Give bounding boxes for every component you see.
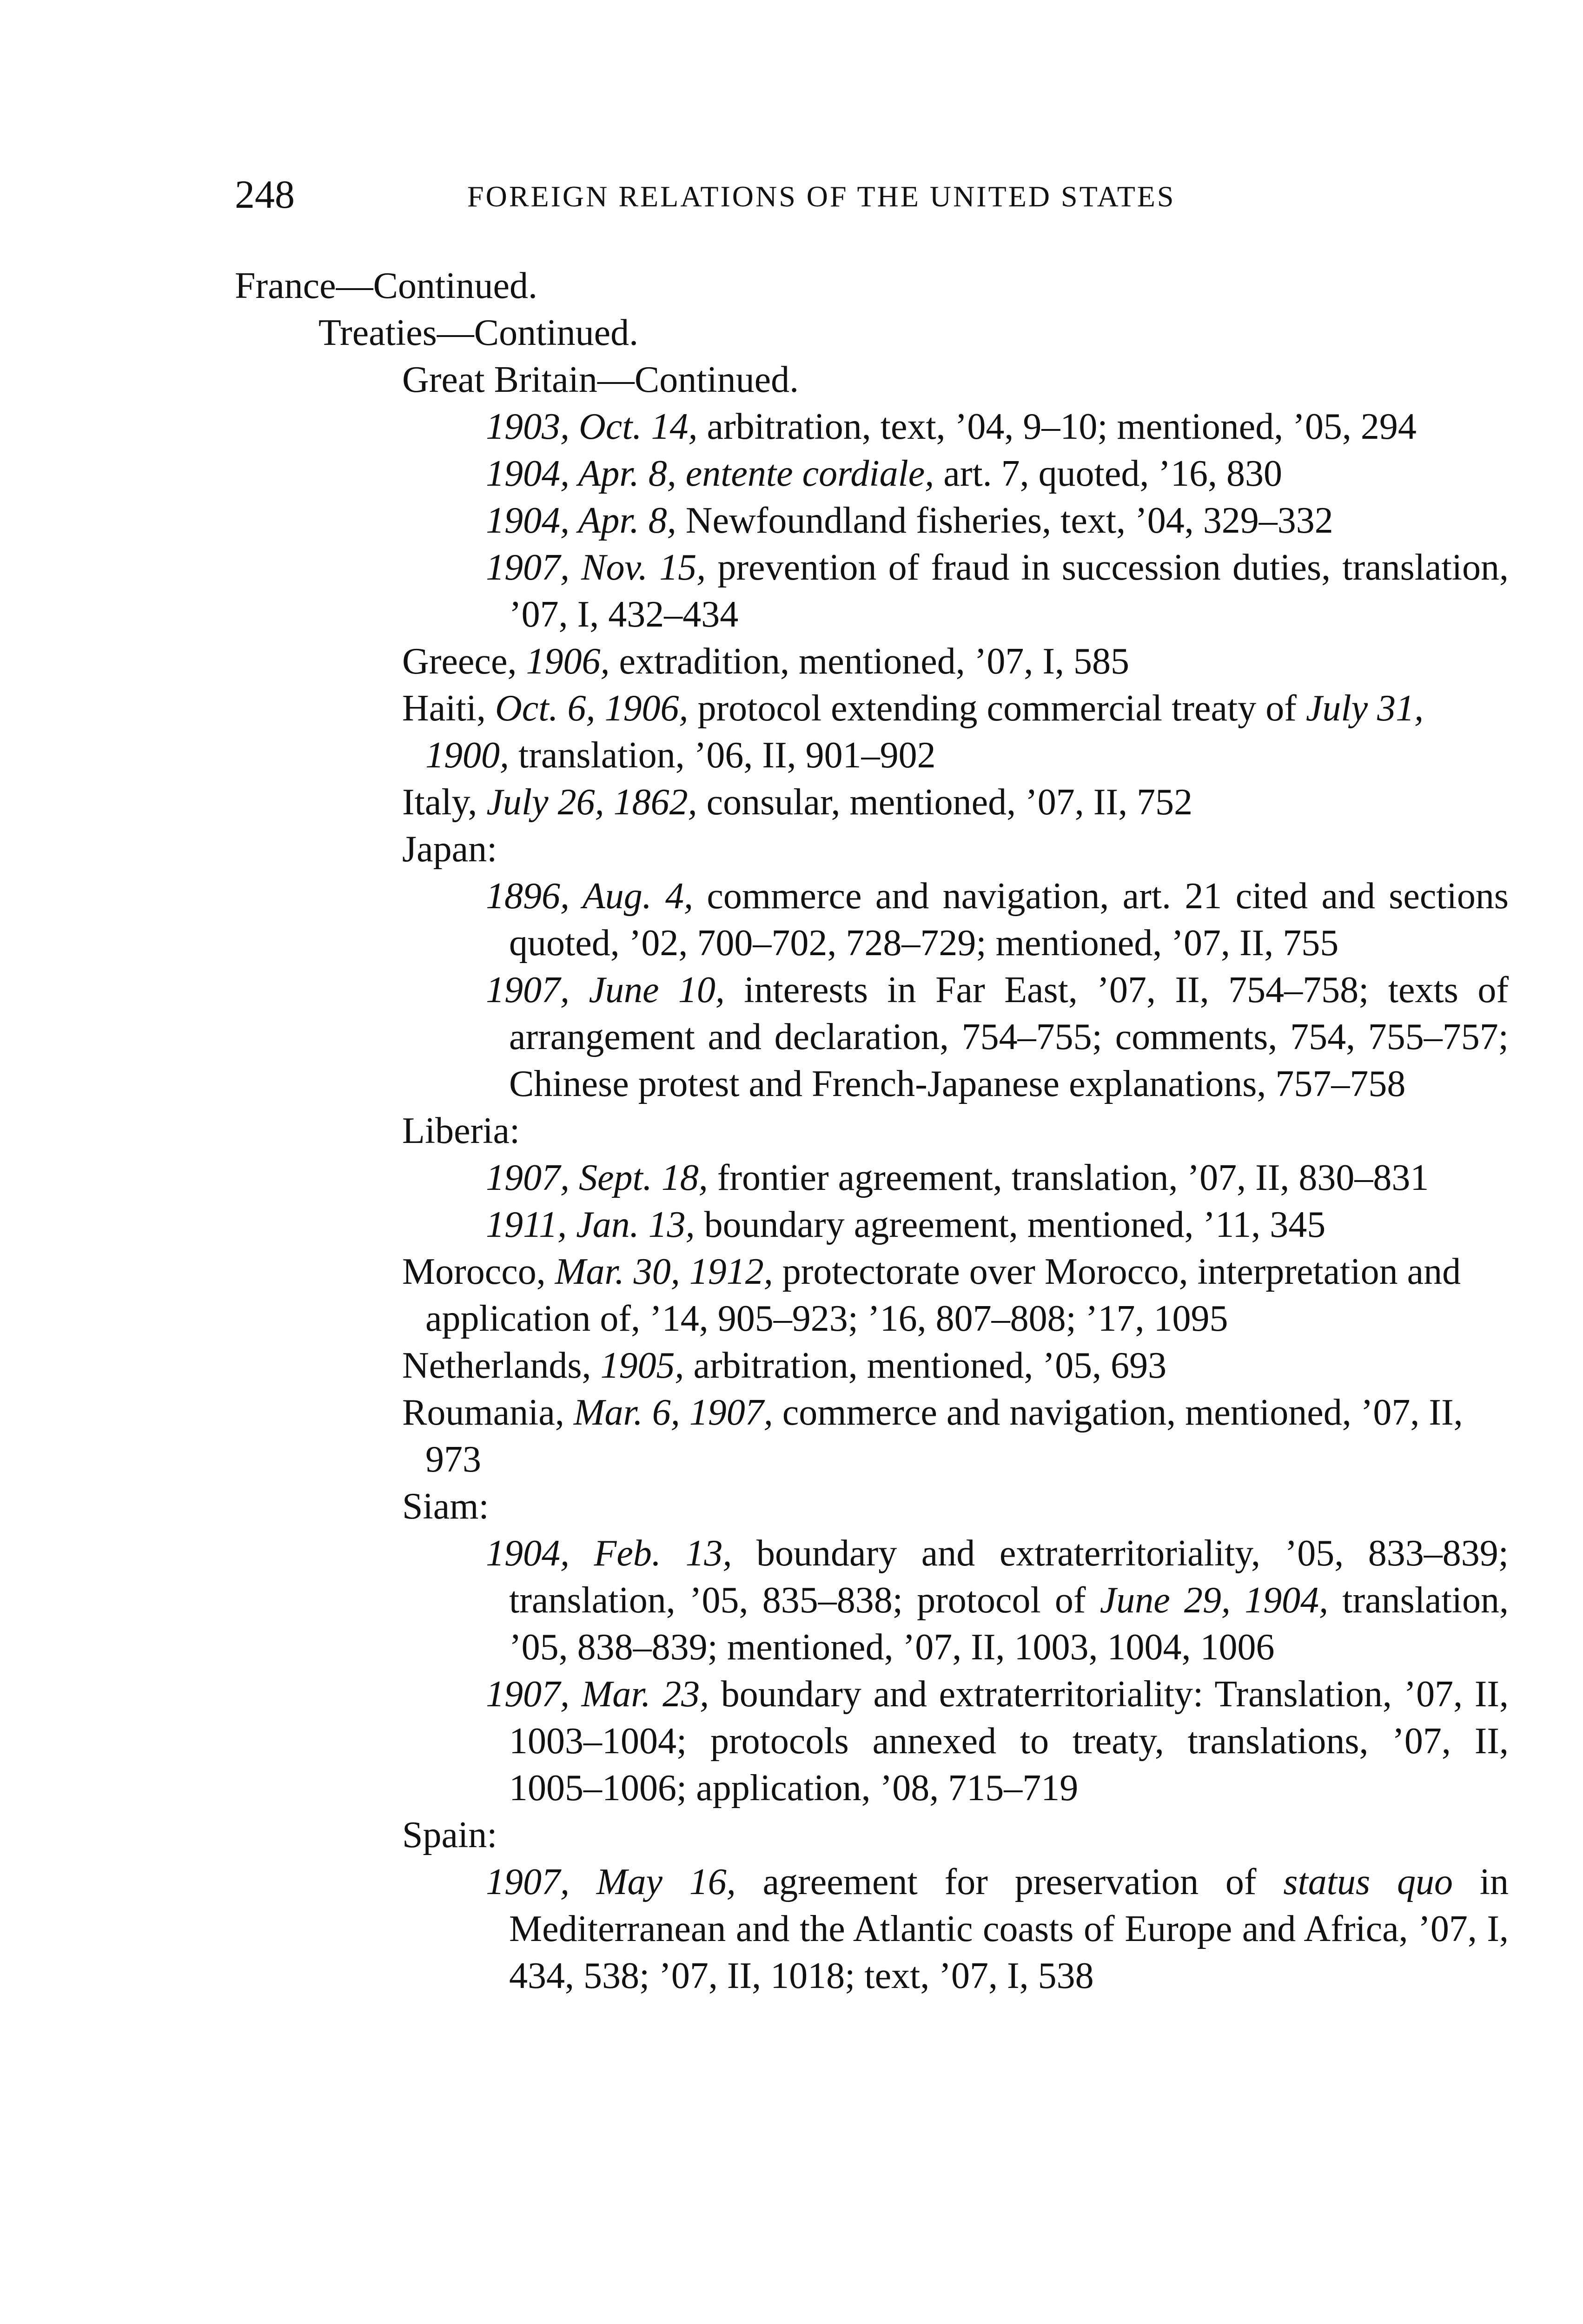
entry-text: Great Britain—Continued.: [402, 359, 799, 400]
entry-text: protectorate over Morocco, interpretation and application of, ’14, 905–923; ’16, 807–808; ’17, 1095: [425, 1251, 1461, 1339]
entry-text: Siam:: [402, 1486, 489, 1527]
index-entry: [235, 450, 1509, 497]
page-header: [235, 167, 1281, 223]
index-entry: [235, 1483, 1509, 1530]
entry-text: Treaties—Continued.: [318, 312, 639, 353]
index-entry: [235, 1202, 1509, 1248]
entry-italic-text: 1904, Apr. 8,: [486, 500, 676, 541]
entry-italic-text: 1907, Nov. 15,: [486, 547, 706, 588]
entry-text: frontier agreement, translation, ’07, II, 830–831: [708, 1157, 1429, 1198]
entry-text: protocol extending commercial treaty of: [688, 688, 1306, 729]
entry-text: France—Continued.: [235, 265, 537, 306]
entry-text: Japan:: [402, 829, 497, 870]
entry-italic-text: 1906,: [526, 641, 610, 682]
entry-text: translation, ’05, 838–839; mentioned, ’07, II, 1003, 1004, 1006: [509, 1580, 1509, 1668]
entry-text: translation, ’06, II, 901–902: [509, 735, 936, 776]
page-number: 248: [235, 172, 295, 217]
entry-italic-text: 1903, Oct. 14,: [486, 406, 698, 447]
entry-text: interests in Far East, ’07, II, 754–758; texts of arrangement and declaration, 754–755; comments, 754, 755–757; Chinese protest and French-Japanese explanations, 757–758: [509, 970, 1509, 1104]
entry-text: boundary and extraterritoriality: Translation, ’07, II, 1003–1004; protocols annexed to treaty, translations, ’07, II, 1005–1006; application, ’08, 715–719: [509, 1674, 1509, 1809]
entry-italic-text: 1907, Mar. 23,: [486, 1674, 709, 1715]
entry-italic-text: status quo: [1283, 1862, 1453, 1902]
entry-italic-text: 1907, June 10,: [486, 970, 725, 1010]
entry-text: Morocco,: [402, 1251, 555, 1292]
index-entry: [235, 497, 1509, 544]
index-entry: [235, 1389, 1509, 1483]
index-entry: [235, 779, 1509, 826]
index-entry: [235, 1108, 1509, 1155]
index-entry: [235, 1671, 1509, 1812]
entry-text: extradition, mentioned, ’07, I, 585: [609, 641, 1129, 682]
index-entry: [235, 967, 1509, 1108]
index-entry: [235, 1812, 1509, 1859]
index-entry: [235, 403, 1509, 450]
entry-text: prevention of fraud in succession duties, translation, ’07, I, 432–434: [509, 547, 1509, 635]
entry-italic-text: 1907, Sept. 18,: [486, 1157, 708, 1198]
index-entry: [235, 1530, 1509, 1671]
entry-text: agreement for preservation of: [735, 1862, 1284, 1902]
entry-text: Haiti,: [402, 688, 495, 729]
index-entry: [235, 310, 1509, 357]
entry-text: commerce and navigation, art. 21 cited and sections quoted, ’02, 700–702, 728–729; mentioned, ’07, II, 755: [509, 876, 1509, 964]
entry-text: arbitration, text, ’04, 9–10; mentioned, ’05, 294: [697, 406, 1417, 447]
entry-italic-text: 1904, Feb. 13,: [486, 1533, 732, 1574]
index-entry: [235, 1859, 1509, 2000]
running-title: FOREIGN RELATIONS OF THE UNITED STATES: [467, 180, 1176, 213]
index-entry: [235, 826, 1509, 873]
entry-text: art. 7, quoted, ’16, 830: [934, 453, 1283, 494]
entry-text: in Mediterranean and the Atlantic coasts of Europe and Africa, ’07, I, 434, 538; ’07, II, 1018; text, ’07, I, 538: [509, 1862, 1509, 1996]
entry-italic-text: Mar. 6, 1907,: [573, 1392, 773, 1433]
entry-italic-text: 1896, Aug. 4,: [486, 876, 694, 917]
entry-text: Newfoundland fisheries, text, ’04, 329–332: [676, 500, 1333, 541]
entry-text: Roumania,: [402, 1392, 574, 1433]
index-entry: [235, 1342, 1509, 1389]
entry-text: Liberia:: [402, 1110, 520, 1151]
entry-text: Greece,: [402, 641, 526, 682]
entry-italic-text: 1905,: [600, 1345, 684, 1386]
index-entry: [235, 873, 1509, 967]
index-entry: [235, 357, 1509, 403]
entry-italic-text: June 29, 1904,: [1099, 1580, 1329, 1621]
index-entry: [235, 1155, 1509, 1202]
entry-text: Italy,: [402, 782, 487, 823]
entry-text: boundary agreement, mentioned, ’11, 345: [695, 1204, 1326, 1245]
index-entry: [235, 685, 1509, 779]
entry-italic-text: 1911, Jan. 13,: [486, 1204, 695, 1245]
entry-text: consular, mentioned, ’07, II, 752: [697, 782, 1193, 823]
index-entry: [235, 544, 1509, 638]
entry-text: Netherlands,: [402, 1345, 601, 1386]
index-entry: [235, 263, 1509, 310]
entry-italic-text: 1904, Apr. 8, entente cordiale,: [486, 453, 934, 494]
entry-italic-text: 1907, May 16,: [486, 1862, 736, 1902]
index-entry: [235, 1248, 1509, 1342]
entry-text: boundary and extraterritoriality, ’05, 833–839; translation, ’05, 835–838; protocol of: [509, 1533, 1509, 1621]
entry-text: arbitration, mentioned, ’05, 693: [684, 1345, 1167, 1386]
entry-italic-text: Mar. 30, 1912,: [555, 1251, 773, 1292]
entry-italic-text: July 31, 1900,: [425, 688, 1424, 776]
entry-text: commerce and navigation, mentioned, ’07, II, 973: [425, 1392, 1463, 1480]
entry-italic-text: Oct. 6, 1906,: [495, 688, 689, 729]
entry-text: Spain:: [402, 1815, 497, 1855]
entry-italic-text: July 26, 1862,: [486, 782, 697, 823]
index-entries: [235, 263, 1509, 2000]
index-entry: [235, 638, 1509, 685]
